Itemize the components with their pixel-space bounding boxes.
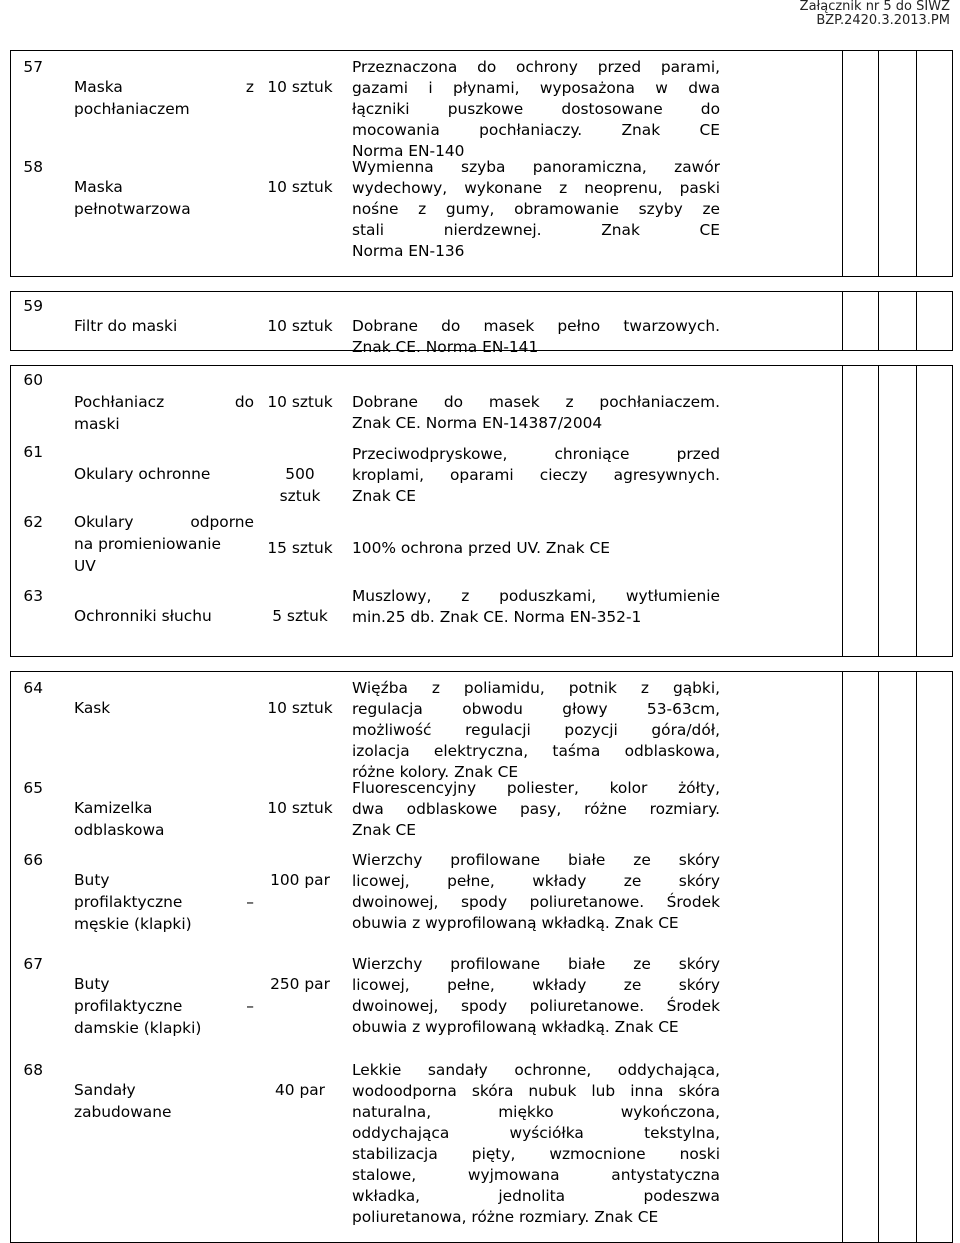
item-description-line: Dobrane do masek pełno twarzowych.: [352, 317, 720, 335]
item-name-line: damskie (klapki): [74, 1019, 202, 1037]
item-quantity-line: 40 par: [274, 1081, 325, 1099]
item-description-line: dwa odblaskowe pasy, różne rozmiary.: [352, 800, 720, 818]
item-description-line: poliuretanowa, różne rozmiary. Znak CE: [352, 1208, 659, 1226]
items-cell: [11, 366, 843, 657]
item-quantity-line: 10 sztuk: [267, 78, 333, 96]
item-name-line: Sandały: [74, 1081, 136, 1099]
item-quantity-line: 250 par: [270, 975, 330, 993]
item-number: 59: [23, 297, 43, 315]
item-description-line: Dobrane do masek z pochłaniaczem.: [352, 393, 720, 411]
item-name-line: zabudowane: [74, 1103, 172, 1121]
item-description-line: Znak CE. Norma EN-141: [352, 338, 539, 356]
item-name-line: Okulary ochronne: [74, 465, 211, 483]
item-name-line: na promieniowanie: [74, 535, 221, 553]
item-description-line: licowej, pełne, wkłady ze skóry: [352, 872, 720, 890]
item-name-line: Kask: [74, 699, 111, 717]
items-cell: [11, 292, 843, 356]
specification-table: [10, 50, 953, 1243]
item-number: 58: [23, 158, 43, 176]
item-description-line: Wierzchy profilowane białe ze skóry: [352, 851, 720, 869]
item-description-line: mocowania pochłaniaczy. Znak CE: [352, 121, 720, 139]
item-number: 64: [23, 679, 43, 697]
reference-number: BZP.2420.3.2013.PM: [816, 13, 950, 28]
empty-column-cell: [879, 366, 917, 657]
item-quantity-line: 10 sztuk: [267, 799, 333, 817]
item-quantity-line: 15 sztuk: [267, 539, 333, 557]
item-description-line: łączniki puszkowe dostosowane do: [352, 100, 720, 118]
empty-column-cell: [843, 51, 879, 277]
item-number: 67: [23, 955, 43, 973]
item-quantity-line: 100 par: [270, 871, 330, 889]
item-name-line: Pochłaniacz do: [74, 393, 254, 411]
item-description-line: Muszlowy, z poduszkami, wytłumienie: [352, 587, 720, 605]
table-row-group: [11, 51, 953, 277]
item-name-line: Okulary odporne: [74, 513, 254, 531]
document-header: [650, 0, 950, 28]
table-row-group: [11, 672, 953, 1243]
attachment-label: Załącznik nr 5 do SIWZ: [799, 0, 950, 14]
item-description-line: nośne z gumy, obramowanie szyby ze: [352, 200, 720, 218]
item-description-line: oddychająca wyściółka tekstylna,: [352, 1124, 720, 1142]
item-name-line: Maska z: [74, 78, 254, 96]
item-name-line: pochłaniaczem: [74, 100, 190, 118]
empty-column-cell: [917, 51, 953, 277]
item-name-line: Buty: [74, 975, 110, 993]
item-description-line: licowej, pełne, wkłady ze skóry: [352, 976, 720, 994]
empty-column-cell: [843, 366, 879, 657]
empty-column-cell: [879, 292, 917, 351]
item-description-line: obuwia z wyprofilowaną wkładką. Znak CE: [352, 1018, 679, 1036]
item-number: 57: [23, 58, 43, 76]
empty-column-cell: [843, 292, 879, 351]
item-description-line: stalowe, wyjmowana antystatyczna: [352, 1166, 720, 1184]
item-name-line: odblaskowa: [74, 821, 165, 839]
items-cell: [11, 51, 843, 277]
table-row-group: [11, 292, 953, 351]
empty-column-cell: [917, 366, 953, 657]
item-description-line: dwoinowej, spody poliuretanowe. Środek: [352, 893, 720, 911]
item-description-line: kroplami, oparami cieczy agresywnych.: [352, 466, 720, 484]
item-number: 66: [23, 851, 43, 869]
empty-column-cell: [843, 672, 879, 1243]
item-quantity-line: 10 sztuk: [267, 393, 333, 411]
item-description-line: 100% ochrona przed UV. Znak CE: [352, 539, 610, 557]
items-cell: [11, 672, 843, 1243]
empty-column-cell: [917, 292, 953, 351]
item-description-line: stali nierdzewnej. Znak CE: [352, 221, 720, 239]
table-row-group: [11, 366, 953, 657]
item-quantity-line: 10 sztuk: [267, 699, 333, 717]
item-name-line: Filtr do maski: [74, 317, 178, 335]
item-description-line: naturalna, miękko wykończona,: [352, 1103, 720, 1121]
item-description-line: izolacja elektryczna, taśma odblaskowa,: [352, 742, 720, 760]
item-number: 62: [23, 513, 43, 531]
empty-column-cell: [879, 51, 917, 277]
item-quantity-line: 5 sztuk: [272, 607, 328, 625]
item-quantity-line: sztuk: [279, 487, 321, 505]
item-name-line: maski: [74, 415, 120, 433]
item-description-line: różne kolory. Znak CE: [352, 763, 519, 781]
item-description-line: Wierzchy profilowane białe ze skóry: [352, 955, 720, 973]
item-description-line: obuwia z wyprofilowaną wkładką. Znak CE: [352, 914, 679, 932]
item-description-line: wydechowy, wykonane z neoprenu, paski: [352, 179, 720, 197]
item-description-line: wodoodporna skóra nubuk lub inna skóra: [352, 1082, 720, 1100]
item-description-line: Więźba z poliamidu, potnik z gąbki,: [352, 679, 720, 697]
item-description-line: min.25 db. Znak CE. Norma EN-352-1: [352, 608, 642, 626]
item-description-line: Norma EN-136: [352, 242, 465, 260]
item-quantity-line: 10 sztuk: [267, 178, 333, 196]
item-description-line: gazami i płynami, wyposażona w dwa: [352, 79, 720, 97]
item-number: 63: [23, 587, 43, 605]
item-description-line: Wymienna szyba panoramiczna, zawór: [352, 158, 720, 176]
item-description-line: Norma EN-140: [352, 142, 465, 160]
item-quantity-line: 10 sztuk: [267, 317, 333, 335]
item-description-line: Znak CE. Norma EN-14387/2004: [352, 414, 603, 432]
table-gap: [11, 277, 953, 292]
item-description-line: Znak CE: [352, 487, 417, 505]
item-number: 61: [23, 443, 43, 461]
item-description-line: regulacja obwodu głowy 53-63cm,: [352, 700, 720, 718]
item-description-line: Przeciwodpryskowe, chroniące przed: [352, 445, 720, 463]
item-description-line: stabilizacja pięty, wzmocnione noski: [352, 1145, 720, 1163]
item-name-line: profilaktyczne –: [74, 893, 254, 911]
item-name-line: Kamizelka: [74, 799, 153, 817]
item-name-line: profilaktyczne –: [74, 997, 254, 1015]
item-name-line: Ochronniki słuchu: [74, 607, 212, 625]
item-description-line: Przeznaczona do ochrony przed parami,: [352, 58, 720, 76]
item-description-line: Fluorescencyjny poliester, kolor żółty,: [352, 779, 720, 797]
item-name-line: UV: [74, 557, 96, 575]
item-name-line: pełnotwarzowa: [74, 200, 191, 218]
empty-column-cell: [917, 672, 953, 1243]
table-gap: [11, 657, 953, 672]
item-description-line: dwoinowej, spody poliuretanowe. Środek: [352, 997, 720, 1015]
item-description-line: Znak CE: [352, 821, 417, 839]
item-number: 60: [23, 371, 43, 389]
item-number: 65: [23, 779, 43, 797]
item-description-line: wkładka, jednolita podeszwa: [352, 1187, 720, 1205]
item-description-line: Lekkie sandały ochronne, oddychająca,: [352, 1061, 720, 1079]
item-number: 68: [23, 1061, 43, 1079]
item-quantity-line: 500: [285, 465, 315, 483]
item-name-line: Buty: [74, 871, 110, 889]
item-name-line: męskie (klapki): [74, 915, 192, 933]
item-description-line: możliwość regulacji pozycji góra/dół,: [352, 721, 720, 739]
item-name-line: Maska: [74, 178, 123, 196]
empty-column-cell: [879, 672, 917, 1243]
